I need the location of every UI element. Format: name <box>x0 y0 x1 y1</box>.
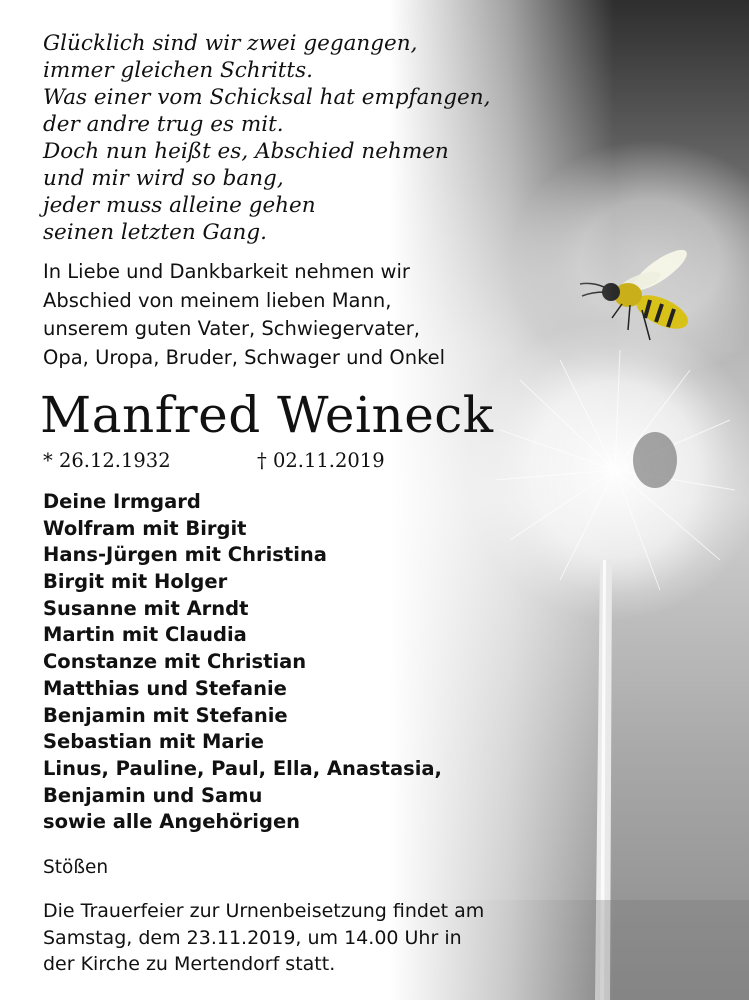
mourner-line: Matthias und Stefanie <box>43 676 287 700</box>
mourner-line: Susanne mit Arndt <box>43 596 249 620</box>
intro-line: unserem guten Vater, Schwiegervater, <box>43 317 420 340</box>
poem-line: seinen letzten Gang. <box>43 220 267 245</box>
poem-line: Was einer vom Schicksal hat empfangen, <box>43 85 491 110</box>
mourner-line: Benjamin und Samu <box>43 783 263 807</box>
intro-line: In Liebe und Dankbarkeit nehmen wir <box>43 260 410 283</box>
intro-line: Abschied von meinem lieben Mann, <box>43 288 392 312</box>
mourner-line: sowie alle Angehörigen <box>43 810 301 834</box>
service-line: der Kirche zu Mertendorf statt. <box>43 953 336 975</box>
mourner-line: Birgit mit Holger <box>43 570 228 594</box>
mourner-line: Martin mit Claudia <box>43 623 247 647</box>
poem <box>43 30 490 246</box>
poem-line: Glücklich sind wir zwei gegangen, <box>43 31 418 56</box>
service-line: Die Trauerfeier zur Urnenbeisetzung findet am <box>43 900 485 922</box>
poem-line: Doch nun heißt es, Abschied nehmen <box>43 139 449 164</box>
death-date: † 02.11.2019 <box>257 449 385 472</box>
place: Stößen <box>43 857 109 878</box>
service-line: Samstag, dem 23.11.2019, um 14.00 Uhr in <box>43 926 462 949</box>
service-info <box>43 898 484 978</box>
poem-line: und mir wird so bang, <box>43 166 284 191</box>
deceased-name: Manfred Weineck <box>40 386 494 444</box>
poem-line: jeder muss alleine gehen <box>43 193 316 218</box>
mourner-line: Sebastian mit Marie <box>43 730 265 754</box>
mourners-list <box>43 489 442 836</box>
intro-line: Opa, Uropa, Bruder, Schwager und Onkel <box>43 345 446 369</box>
mourner-line: Linus, Pauline, Paul, Ella, Anastasia, <box>43 756 442 780</box>
mourner-line: Constanze mit Christian <box>43 650 307 674</box>
poem-line: immer gleichen Schritts. <box>43 58 313 83</box>
mourner-line: Benjamin mit Stefanie <box>43 703 288 727</box>
mourner-line: Deine Irmgard <box>43 490 201 513</box>
birth-date: * 26.12.1932 <box>43 449 171 472</box>
poem-line: der andre trug es mit. <box>43 112 284 137</box>
mourner-line: Wolfram mit Birgit <box>43 516 247 540</box>
intro-text <box>43 258 445 372</box>
mourner-line: Hans-Jürgen mit Christina <box>43 543 327 567</box>
